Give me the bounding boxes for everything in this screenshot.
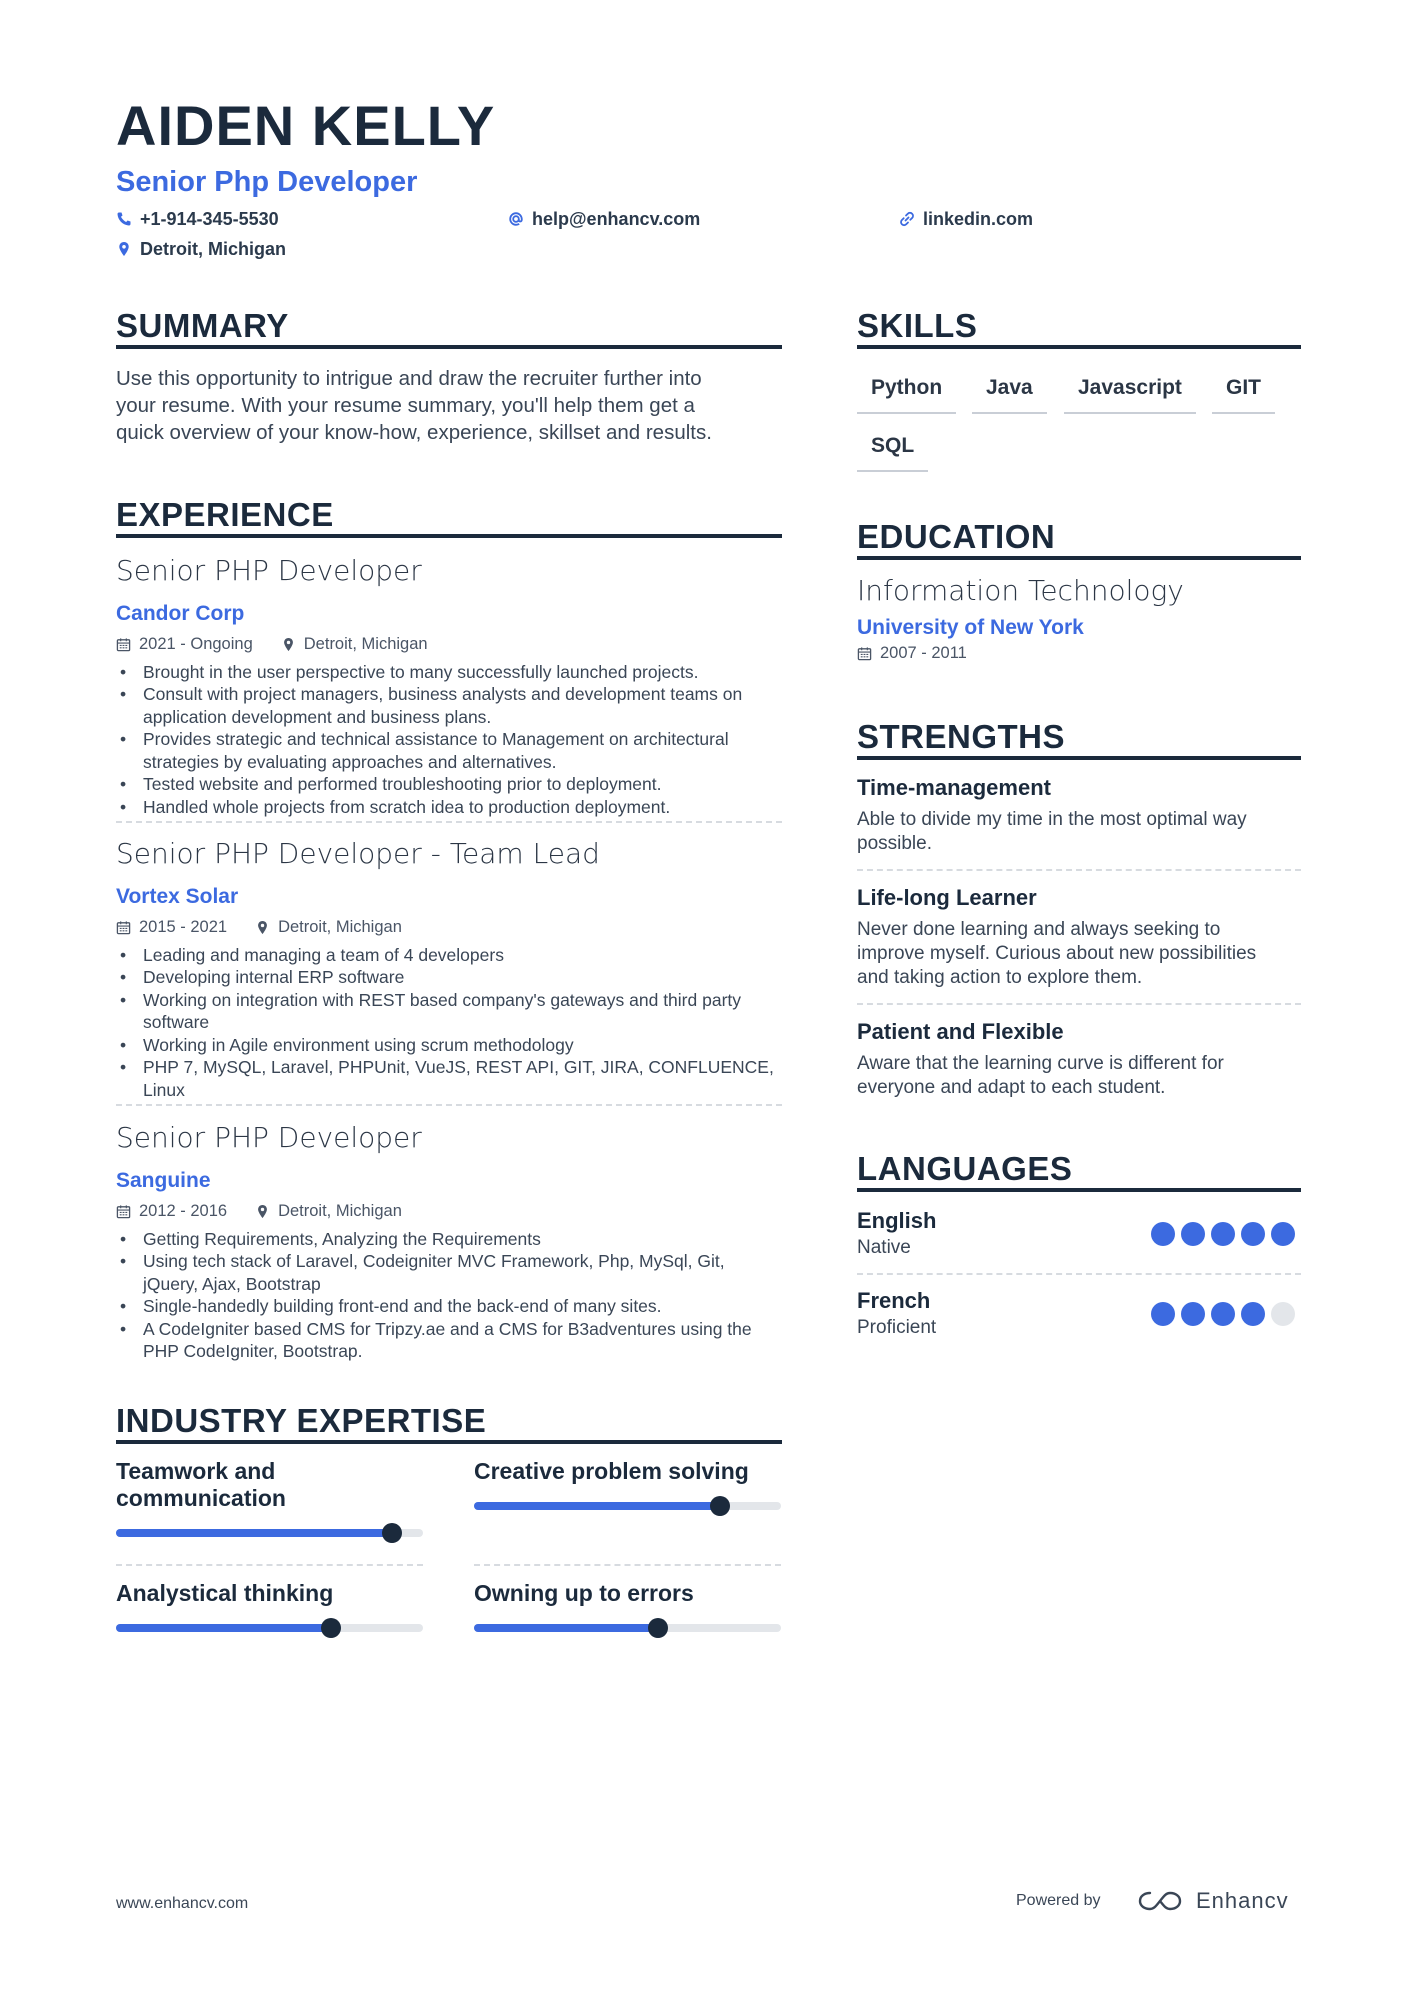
education-rule (857, 556, 1301, 560)
skill-tag: Java (972, 377, 1047, 414)
skill-tag: Javascript (1064, 377, 1196, 414)
rating-dot-filled (1241, 1302, 1265, 1326)
rating-dot-filled (1181, 1302, 1205, 1326)
candidate-name: AIDEN KELLY (116, 94, 496, 157)
summary-rule (116, 345, 782, 349)
rating-dot-empty (1271, 1302, 1295, 1326)
expertise-bar-fill (474, 1624, 658, 1632)
job-location (255, 1203, 402, 1220)
strength-desc-line: Never done learning and always seeking to (857, 919, 1221, 940)
job-divider (116, 1104, 782, 1106)
job-bullets (116, 661, 782, 819)
linkedin-text: linkedin.com (923, 209, 1034, 229)
link-icon (899, 211, 915, 227)
strength-desc (857, 808, 1301, 856)
strength-divider (857, 869, 1301, 871)
strengths-rule (857, 756, 1301, 760)
footer-powered-by: Powered by (1016, 1892, 1101, 1909)
language-divider (857, 1273, 1301, 1275)
expertise-bar-fill (116, 1529, 392, 1537)
location-pin-icon (255, 1204, 270, 1219)
job-dates (116, 919, 227, 936)
job-bullet: • PHP 7, MySQL, Laravel, PHPUnit, VueJS, REST API, GIT, JIRA, CONFLUENCE, Linux (116, 1056, 782, 1101)
job-dates-text: 2015 - 2021 (139, 918, 228, 936)
experience-rule (116, 534, 782, 538)
rating-dot-filled (1181, 1222, 1205, 1246)
job-location-text: Detroit, Michigan (278, 1202, 402, 1220)
calendar-icon (116, 1204, 131, 1219)
education-heading: EDUCATION (857, 518, 1056, 555)
job-bullet: • Provides strategic and technical assistance to Management on architectural strategies by evaluating approaches and alternatives. (116, 728, 782, 773)
job-bullet: • A CodeIgniter based CMS for Tripzy.ae and a CMS for B3adventures using the PHP CodeIgniter, Bootstrap. (116, 1318, 782, 1363)
job-bullet: • Brought in the user perspective to many successfully launched projects. (116, 661, 782, 684)
strength-title: Patient and Flexible (857, 1019, 1064, 1044)
education-degree: Information Technology (857, 574, 1184, 607)
experience-heading: EXPERIENCE (116, 496, 334, 533)
contact-phone[interactable] (116, 210, 279, 228)
education-dates-text: 2007 - 2011 (880, 644, 967, 662)
job-dates-text: 2012 - 2016 (139, 1202, 228, 1220)
summary-text (116, 365, 796, 446)
strength-desc-line: possible. (857, 833, 932, 854)
email-text: help@enhancv.com (532, 209, 701, 229)
industry-heading: INDUSTRY EXPERTISE (116, 1402, 487, 1439)
expertise-bar (474, 1502, 781, 1510)
expertise-divider (474, 1564, 781, 1566)
contact-linkedin[interactable] (899, 210, 1033, 228)
contact-email[interactable] (508, 210, 700, 228)
rating-dot-filled (1211, 1222, 1235, 1246)
summary-line: Use this opportunity to intrigue and draw the recruiter further into (116, 367, 702, 390)
expertise-title: Owning up to errors (474, 1580, 694, 1606)
job-company[interactable]: Candor Corp (116, 602, 245, 625)
expertise-title: Analystical thinking (116, 1580, 334, 1606)
job-bullet: • Tested website and performed troubleshooting prior to deployment. (116, 773, 782, 796)
calendar-icon (116, 920, 131, 935)
strength-desc (857, 918, 1301, 990)
rating-dot-filled (1151, 1222, 1175, 1246)
job-dates-text: 2021 - Ongoing (139, 635, 253, 653)
summary-heading: SUMMARY (116, 307, 289, 344)
strength-divider (857, 1003, 1301, 1005)
strength-desc (857, 1052, 1301, 1100)
job-location (281, 636, 428, 653)
job-location-text: Detroit, Michigan (278, 918, 402, 936)
industry-rule (116, 1440, 782, 1444)
job-meta (116, 1203, 782, 1220)
footer-brand[interactable]: Enhancv (1196, 1888, 1289, 1913)
job-bullets (116, 1228, 782, 1363)
rating-dot-filled (1151, 1302, 1175, 1326)
expertise-bar-knob (710, 1496, 730, 1516)
job-divider (116, 821, 782, 823)
job-bullet: • Leading and managing a team of 4 developers (116, 944, 782, 967)
strength-title: Time-management (857, 775, 1051, 800)
phone-text: +1-914-345-5530 (140, 209, 279, 229)
strength-desc-line: improve myself. Curious about new possibilities (857, 943, 1257, 964)
strength-desc-line: Able to divide my time in the most optimal way (857, 809, 1247, 830)
expertise-bar-knob (382, 1523, 402, 1543)
location-pin-icon (116, 241, 132, 257)
strength-desc-line: everyone and adapt to each student. (857, 1077, 1166, 1098)
footer-site-link[interactable]: www.enhancv.com (116, 1895, 249, 1912)
job-company[interactable]: Sanguine (116, 1169, 211, 1192)
at-icon (508, 211, 524, 227)
job-title: Senior PHP Developer (116, 554, 422, 587)
job-bullets (116, 944, 782, 1102)
summary-line: your resume. With your resume summary, you'll help them get a (116, 394, 695, 417)
job-meta (116, 636, 782, 653)
rating-dot-filled (1271, 1222, 1295, 1246)
job-bullet: • Working in Agile environment using scrum methodology (116, 1034, 782, 1057)
job-meta (116, 919, 782, 936)
calendar-icon (116, 637, 131, 652)
education-dates (857, 645, 967, 662)
job-bullet: • Handled whole projects from scratch idea to production deployment. (116, 796, 782, 819)
strength-desc-line: and taking action to explore them. (857, 967, 1143, 988)
calendar-icon (857, 646, 872, 661)
rating-dot-filled (1241, 1222, 1265, 1246)
expertise-title: Teamwork and communication (116, 1458, 286, 1511)
language-level: Native (857, 1237, 911, 1258)
skills-rule (857, 345, 1301, 349)
skill-tag: SQL (857, 435, 928, 472)
skills-heading: SKILLS (857, 307, 978, 344)
job-title: Senior PHP Developer - Team Lead (116, 837, 600, 870)
enhancv-logo-icon (1136, 1887, 1184, 1915)
summary-line: quick overview of your know-how, experience, skillset and results. (116, 421, 712, 444)
language-name: French (857, 1288, 931, 1313)
job-company[interactable]: Vortex Solar (116, 885, 239, 908)
expertise-bar-fill (474, 1502, 720, 1510)
job-entry (116, 837, 782, 1101)
expertise-bar-knob (321, 1618, 341, 1638)
job-bullet: • Developing internal ERP software (116, 966, 782, 989)
job-title: Senior PHP Developer (116, 1121, 422, 1154)
strengths-heading: STRENGTHS (857, 718, 1066, 755)
candidate-title: Senior Php Developer (116, 166, 418, 198)
job-bullet: • Working on integration with REST based company's gateways and third party software (116, 989, 782, 1034)
job-entry (116, 554, 782, 818)
expertise-bar (116, 1529, 423, 1537)
languages-rule (857, 1188, 1301, 1192)
languages-heading: LANGUAGES (857, 1150, 1073, 1187)
job-dates (116, 636, 253, 653)
language-rating (1151, 1302, 1295, 1326)
education-school[interactable]: University of New York (857, 616, 1084, 639)
strength-desc-line: Aware that the learning curve is different for (857, 1053, 1224, 1074)
job-bullet: • Consult with project managers, business analysts and development teams on application development and business plans. (116, 683, 782, 728)
rating-dot-filled (1211, 1302, 1235, 1326)
language-level: Proficient (857, 1317, 937, 1338)
location-text: Detroit, Michigan (140, 239, 287, 259)
job-location (255, 919, 402, 936)
expertise-title: Creative problem solving (474, 1458, 749, 1484)
phone-icon (116, 211, 132, 227)
skill-tag: Python (857, 377, 956, 414)
expertise-divider (116, 1564, 423, 1566)
language-rating (1151, 1222, 1295, 1246)
job-location-text: Detroit, Michigan (303, 635, 428, 653)
location-pin-icon (255, 920, 270, 935)
job-dates (116, 1203, 227, 1220)
expertise-bar (116, 1624, 423, 1632)
language-name: English (857, 1208, 937, 1233)
job-bullet: • Getting Requirements, Analyzing the Requirements (116, 1228, 782, 1251)
strength-title: Life-long Learner (857, 885, 1037, 910)
job-bullet: • Single-handedly building front-end and the back-end of many sites. (116, 1295, 782, 1318)
expertise-bar-knob (648, 1618, 668, 1638)
job-entry (116, 1121, 782, 1363)
education-dates-item (857, 645, 967, 662)
expertise-bar (474, 1624, 781, 1632)
contact-location (116, 240, 286, 258)
location-pin-icon (281, 637, 296, 652)
job-bullet: • Using tech stack of Laravel, Codeigniter MVC Framework, Php, MySql, Git, jQuery, Ajax, Bootstrap (116, 1250, 782, 1295)
expertise-bar-fill (116, 1624, 331, 1632)
skill-tag: GIT (1212, 377, 1275, 414)
